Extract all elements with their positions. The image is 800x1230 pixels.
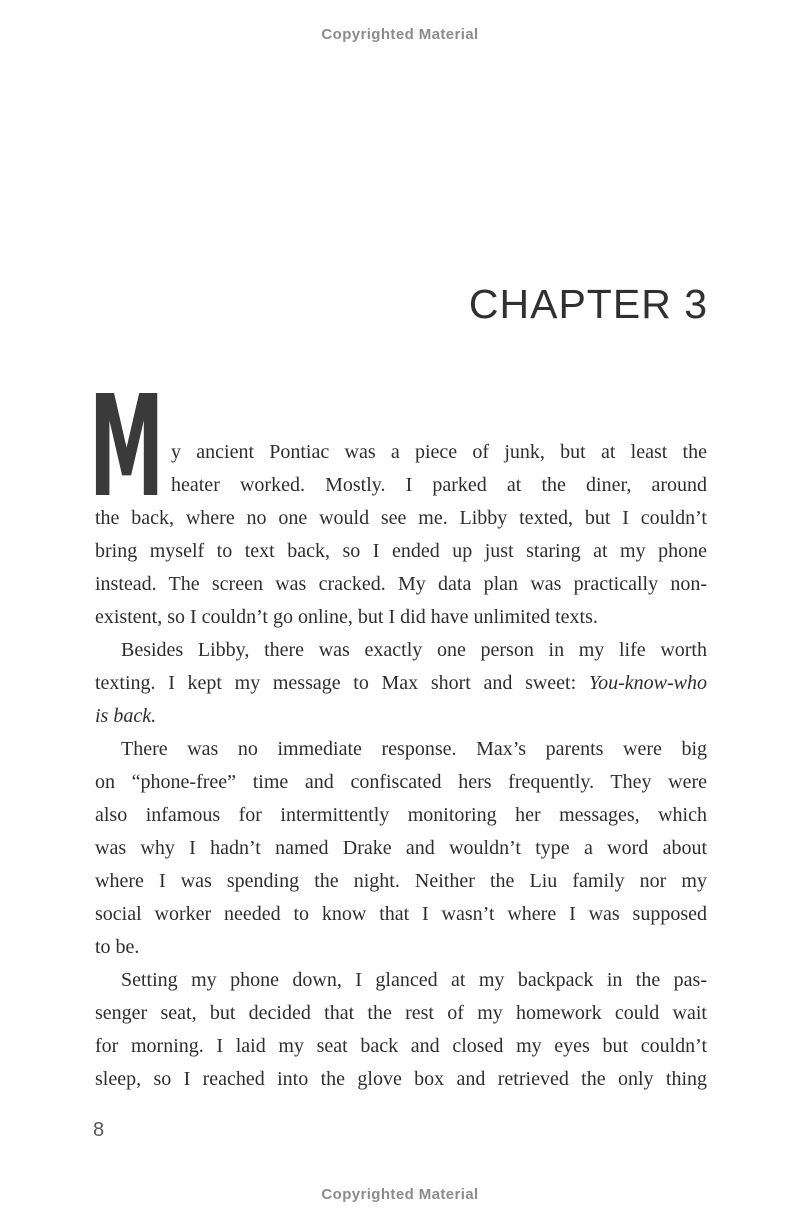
paragraph [95, 733, 707, 964]
text-line [95, 1063, 707, 1096]
copyright-notice-bottom: Copyrighted Material [321, 1186, 479, 1203]
copyright-notice-top: Copyrighted Material [321, 26, 479, 43]
drop-cap-letter: M [89, 366, 165, 529]
text-segment: for morning. I laid my seat back and closed my eyes but couldn’t [95, 1035, 707, 1057]
body-text [89, 366, 707, 1096]
chapter-heading: CHAPTER 3 [468, 281, 708, 327]
text-segment: was why I hadn’t named Drake and wouldn’t type a word about [95, 837, 707, 859]
text-segment: senger seat, but decided that the rest of my homework could wait [95, 1002, 707, 1024]
text-segment: instead. The screen was cracked. My data plan was practically non- [95, 573, 707, 595]
text-segment: texting. I kept my message to Max short and sweet: [95, 672, 589, 694]
text-line [95, 799, 707, 832]
text-line [95, 667, 707, 700]
text-segment: existent, so I couldn’t go online, but I did have unlimited texts. [95, 606, 598, 628]
text-line [95, 733, 707, 766]
italic-text-segment: is back. [95, 705, 157, 727]
text-line [95, 502, 707, 535]
text-line [95, 568, 707, 601]
text-line [95, 865, 707, 898]
page-number: 8 [93, 1119, 105, 1141]
text-segment: heater worked. Mostly. I parked at the diner, around [171, 474, 707, 496]
text-line [95, 1030, 707, 1063]
text-line [95, 436, 707, 469]
text-line [95, 469, 707, 502]
text-line [95, 766, 707, 799]
text-segment: There was no immediate response. Max’s parents were big [121, 738, 707, 760]
paragraph [95, 436, 707, 634]
text-line [95, 700, 707, 733]
text-segment: y ancient Pontiac was a piece of junk, but at least the [171, 441, 707, 463]
italic-text-segment: You-know-who [588, 672, 707, 694]
paragraph [95, 634, 707, 733]
text-line [95, 964, 707, 997]
text-segment: the back, where no one would see me. Libby texted, but I couldn’t [95, 507, 707, 529]
text-segment: to be. [95, 936, 140, 958]
drop-cap [89, 366, 171, 529]
text-line [95, 898, 707, 931]
text-line [95, 997, 707, 1030]
text-segment: social worker needed to know that I wasn’t where I was supposed [95, 903, 707, 925]
text-line [95, 832, 707, 865]
text-segment: also infamous for intermittently monitoring her messages, which [95, 804, 707, 826]
text-segment: sleep, so I reached into the glove box and retrieved the only thing [95, 1068, 707, 1090]
text-line [95, 931, 707, 964]
text-segment: bring myself to text back, so I ended up just staring at my phone [95, 540, 707, 562]
text-segment: on “phone-free” time and confiscated hers frequently. They were [95, 771, 707, 793]
text-segment: Besides Libby, there was exactly one person in my life worth [121, 639, 707, 661]
text-line [95, 535, 707, 568]
text-segment: where I was spending the night. Neither the Liu family nor my [95, 870, 707, 892]
paragraph [95, 964, 707, 1096]
text-segment: Setting my phone down, I glanced at my backpack in the pas- [121, 969, 707, 991]
text-line [95, 634, 707, 667]
text-line [95, 601, 707, 634]
